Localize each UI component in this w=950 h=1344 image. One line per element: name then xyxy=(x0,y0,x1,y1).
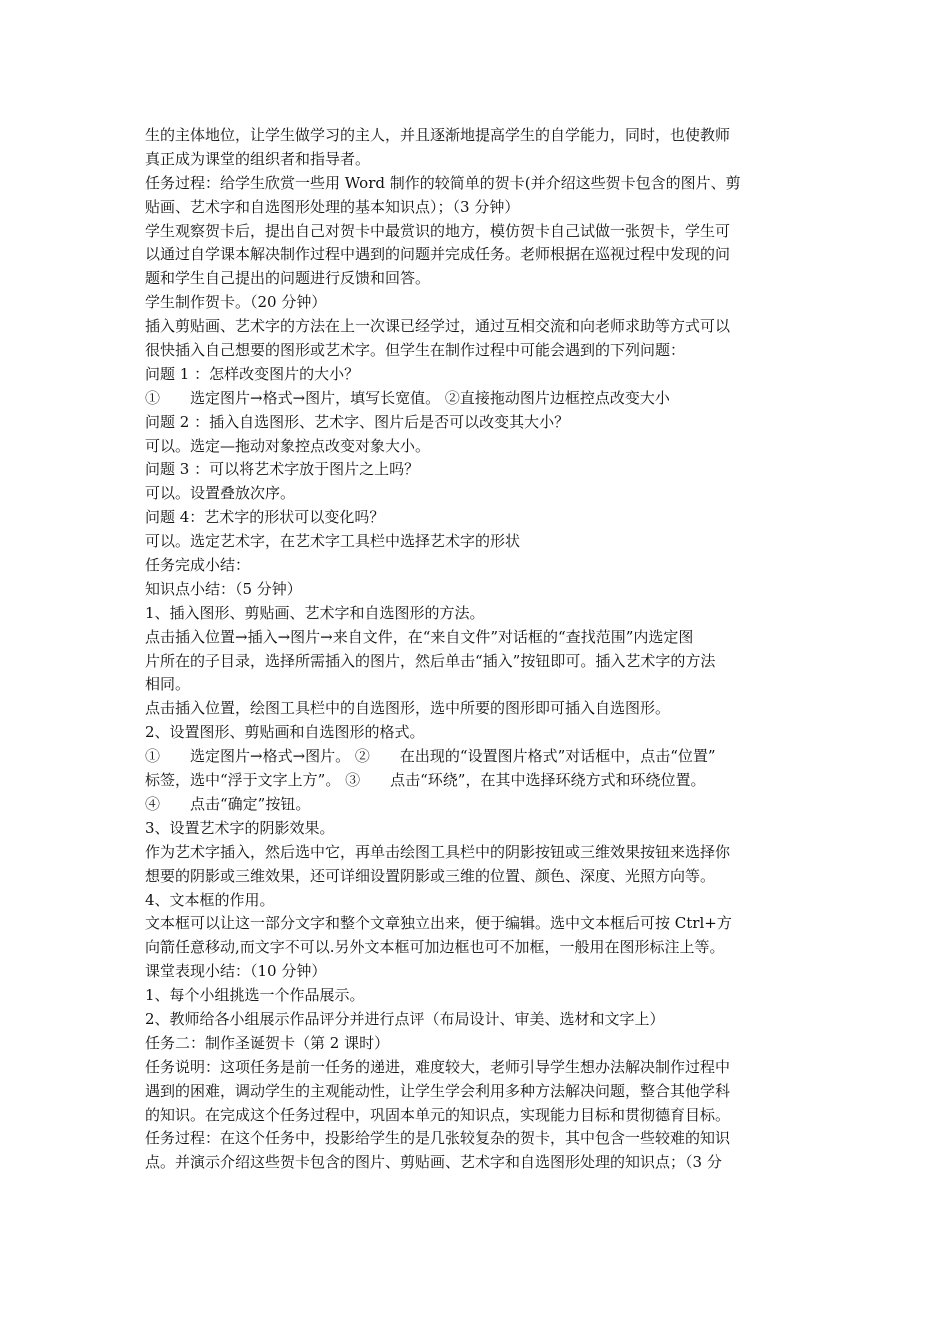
text-line: 任务过程：给学生欣赏一些用 Word 制作的较简单的贺卡(并介绍这些贺卡包含的图片、剪 xyxy=(145,173,741,192)
text-line: 点击插入位置，绘图工具栏中的自选图形，选中所要的图形即可插入自选图形。 xyxy=(145,699,671,718)
text-line: 文本框可以让这一部分文字和整个文章独立出来，便于编辑。选中文本框后可按 Ctrl+方 xyxy=(145,914,732,933)
text-line: 真正成为课堂的组织者和指导者。 xyxy=(145,149,371,168)
text-line: 任务说明：这项任务是前一任务的递进，难度较大，老师引导学生想办法解决制作过程中 xyxy=(145,1057,731,1076)
text-line: 题和学生自己提出的问题进行反馈和回答。 xyxy=(145,269,431,288)
text-line: 遇到的困难，调动学生的主观能动性，让学生学会利用多种方法解决问题，整合其他学科 xyxy=(145,1081,731,1100)
text-line: 生的主体地位，让学生做学习的主人，并且逐渐地提高学生的自学能力，同时，也使教师 xyxy=(145,126,731,144)
text-line: 2、设置图形、剪贴画和自选图形的格式。 xyxy=(145,723,425,742)
text-line: 可以。设置叠放次序。 xyxy=(145,484,296,503)
text-line: 向箭任意移动,而文字不可以.另外文本框可加边框也可不加框，一般用在图形标注上等。 xyxy=(145,938,725,957)
text-line: 学生观察贺卡后，提出自己对贺卡中最赏识的地方，模仿贺卡自己试做一张贺卡，学生可 xyxy=(145,221,731,240)
text-line: 作为艺术字插入，然后选中它，再单击绘图工具栏中的阴影按钮或三维效果按钮来选择你 xyxy=(145,842,731,861)
text-line: ① 选定图片→格式→图片。 ② 在出现的“设置图片格式”对话框中，点击“位置” xyxy=(145,747,716,766)
text-line: 问题 3 ：可以将艺术字放于图片之上吗？ xyxy=(145,460,420,479)
text-line: 任务二：制作圣诞贺卡（第 2 课时） xyxy=(145,1033,390,1052)
text-line: 点击插入位置→插入→图片→来自文件，在“来自文件”对话框的“查找范围”内选定图 xyxy=(145,627,694,646)
text-line: 问题 2 ：插入自选图形、艺术字、图片后是否可以改变其大小？ xyxy=(145,412,570,431)
text-line: 问题 4：艺术字的形状可以变化吗？ xyxy=(145,508,385,527)
text-line: ① 选定图片→格式→图片，填写长宽值。 ②直接拖动图片边框控点改变大小 xyxy=(145,388,670,407)
text-line: 的知识。在完成这个任务过程中，巩固本单元的知识点，实现能力目标和贯彻德育目标。 xyxy=(145,1105,731,1124)
text-line: 3、设置艺术字的阴影效果。 xyxy=(145,818,335,837)
document-body xyxy=(145,124,813,1175)
text-line: 点。并演示介绍这些贺卡包含的图片、剪贴画、艺术字和自选图形处理的知识点；（3 分 xyxy=(145,1153,722,1172)
text-line: 1、插入图形、剪贴画、艺术字和自选图形的方法。 xyxy=(145,603,485,622)
text-line: 1、每个小组挑选一个作品展示。 xyxy=(145,986,365,1005)
text-line: 片所在的子目录，选择所需插入的图片，然后单击“插入”按钮即可。插入艺术字的方法 xyxy=(145,651,716,670)
text-line: 4、文本框的作用。 xyxy=(145,890,275,909)
text-line: 知识点小结：（5 分钟） xyxy=(145,579,302,598)
text-line: 插入剪贴画、艺术字的方法在上一次课已经学过，通过互相交流和向老师求助等方式可以 xyxy=(145,317,731,336)
text-line: 贴画、艺术字和自选图形处理的基本知识点）；（3 分钟） xyxy=(145,197,520,216)
text-line: 很快插入自己想要的图形或艺术字。但学生在制作过程中可能会遇到的下列问题： xyxy=(145,341,686,360)
text-line: 标签，选中“浮于文字上方”。 ③ 点击“环绕”，在其中选择环绕方式和环绕位置。 xyxy=(145,771,706,790)
text-line: 学生制作贺卡。（20 分钟） xyxy=(145,293,327,312)
text-line: 相同。 xyxy=(145,675,191,694)
text-line: ④ 点击“确定”按钮。 xyxy=(145,794,311,813)
text-line: 问题 1 ：怎样改变图片的大小？ xyxy=(145,364,360,383)
text-line: 以通过自学课本解决制作过程中遇到的问题并完成任务。老师根据在巡视过程中发现的问 xyxy=(145,245,731,264)
text-line: 课堂表现小结：（10 分钟） xyxy=(145,962,327,981)
text-line: 可以。选定—拖动对象控点改变对象大小。 xyxy=(145,436,431,455)
text-line: 任务过程：在这个任务中，投影给学生的是几张较复杂的贺卡，其中包含一些较难的知识 xyxy=(145,1129,731,1148)
text-line: 想要的阴影或三维效果，还可详细设置阴影或三维的位置、颜色、深度、光照方向等。 xyxy=(145,866,716,885)
text-line: 2、教师给各小组展示作品评分并进行点评（布局设计、审美、选材和文字上） xyxy=(145,1009,665,1028)
text-line: 可以。选定艺术字，在艺术字工具栏中选择艺术字的形状 xyxy=(145,532,521,551)
text-line: 任务完成小结： xyxy=(145,556,251,575)
